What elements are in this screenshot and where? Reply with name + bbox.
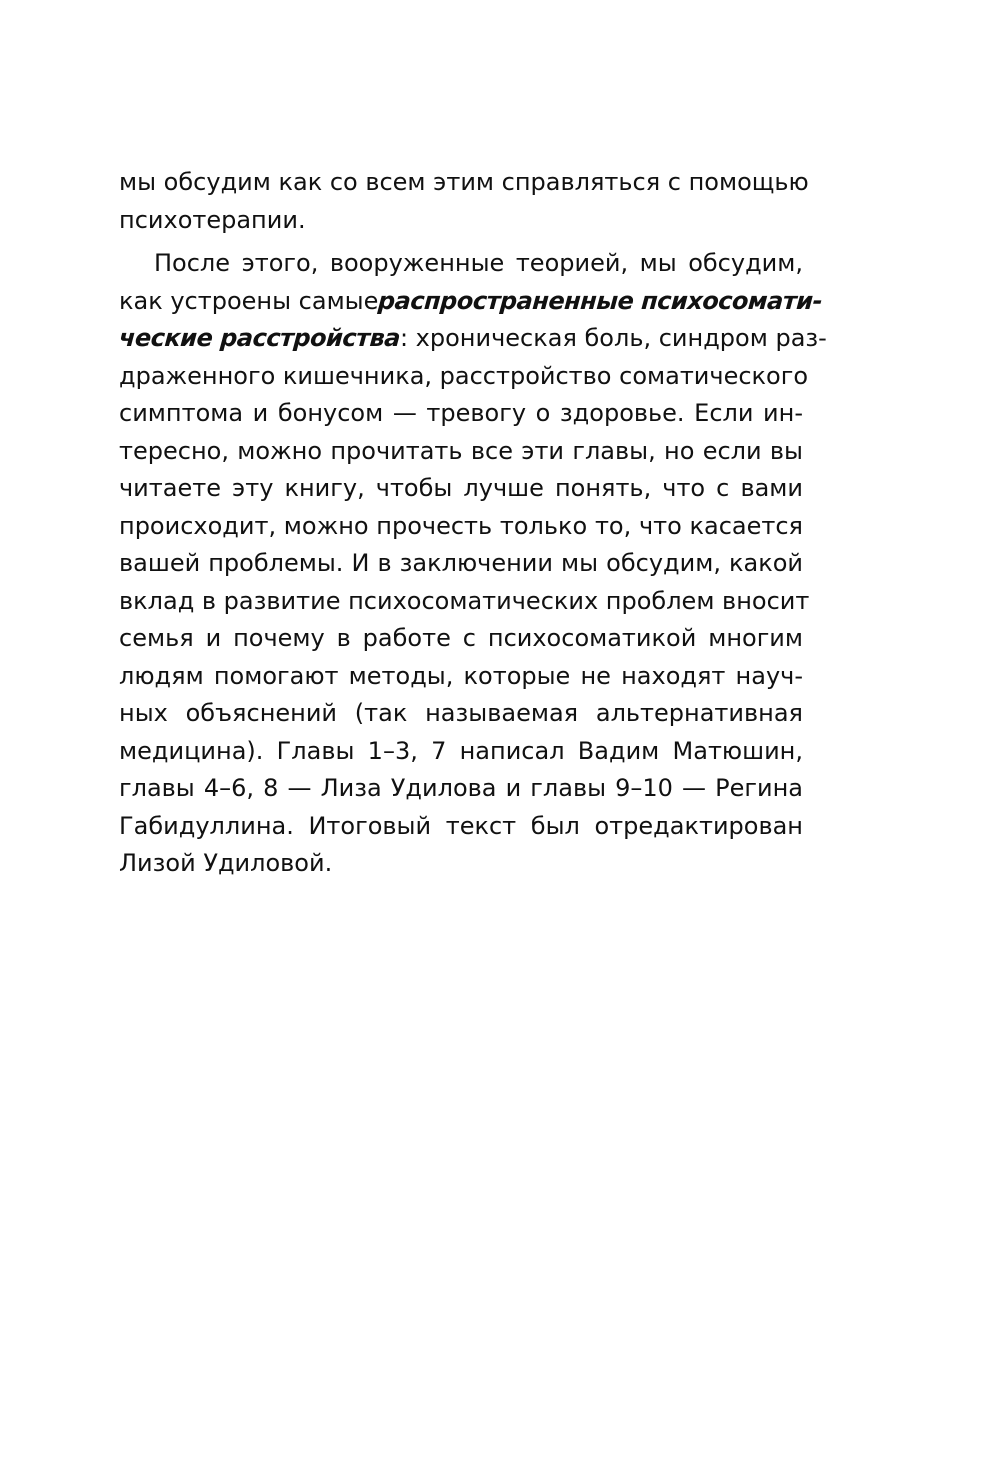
text-line: читаете эту книгу, чтобы лучше понять, что с вами xyxy=(119,474,803,502)
text-line: вклад в развитие психосоматических проблем вносит xyxy=(119,586,810,615)
highlighted-term-end-wrap xyxy=(119,320,827,358)
text-line: семья и почему в работе с психосоматикой многим xyxy=(119,624,803,652)
text-line: Габидуллина. Итоговый текст был отредактирован xyxy=(119,811,803,840)
text-line: симптома и бонусом — тревогу о здоровье. Если ин- xyxy=(119,399,803,427)
text-line: ных объяснений (так называемая альтернативная xyxy=(119,699,803,727)
text-line: людям помогают методы, которые не находят науч- xyxy=(119,661,803,690)
highlighted-term: распространенные психосомати- xyxy=(377,286,824,315)
highlighted-term: ческие расстройства xyxy=(118,324,402,352)
text-line: тересно, можно прочитать все эти главы, но если вы xyxy=(119,436,803,465)
text-line: драженного кишечника, расстройство соматического xyxy=(119,361,809,390)
text-line: психотерапии. xyxy=(119,205,306,234)
text-line: медицина). Главы 1–3, 7 написал Вадим Матюшин, xyxy=(119,736,803,765)
body-text xyxy=(118,164,827,883)
text-line: происходит, можно прочесть только то, что касается xyxy=(119,511,803,540)
text-line: После этого, вооруженные теорией, мы обсудим, xyxy=(154,249,803,277)
text-line-with-highlight xyxy=(119,283,824,321)
text-line-with-highlight xyxy=(118,320,827,358)
text-line: Лизой Удиловой. xyxy=(119,849,333,877)
paragraph-1 xyxy=(119,164,809,239)
text-line: вашей проблемы. И в заключении мы обсудим, какой xyxy=(119,549,803,577)
text-fragment: : хроническая боль, синдром раз- xyxy=(399,324,827,352)
paragraph-2 xyxy=(118,245,827,883)
text-fragment: как устроены самые xyxy=(119,286,379,315)
text-line: мы обсудим как со всем этим справляться с помощью xyxy=(119,168,809,196)
text-line: главы 4–6, 8 — Лиза Удилова и главы 9–10 — Регина xyxy=(119,774,803,802)
